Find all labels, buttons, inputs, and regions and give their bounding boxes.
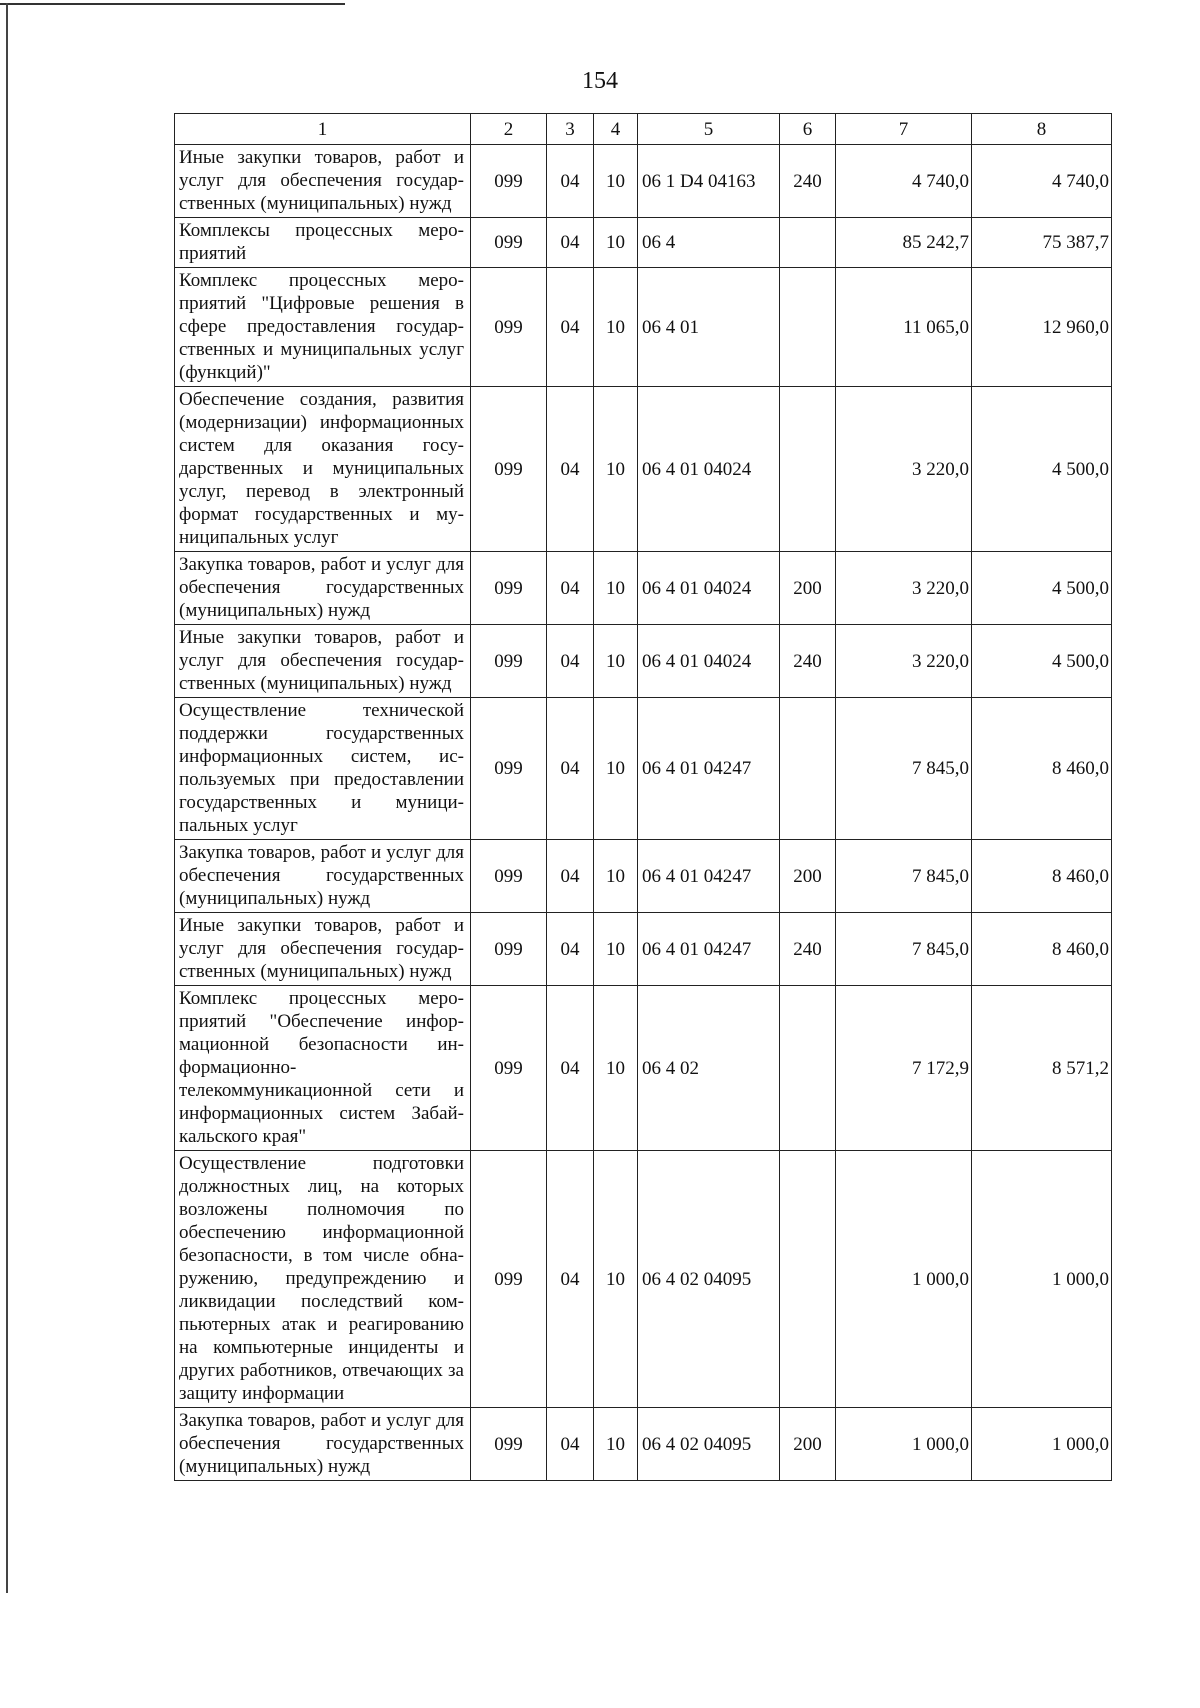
row-code-cell: 099 bbox=[471, 1408, 547, 1481]
row-subsection-cell: 10 bbox=[594, 145, 638, 218]
header-cell: 2 bbox=[471, 114, 547, 145]
row-amount-year2-cell: 4 500,0 bbox=[972, 552, 1112, 625]
table-row bbox=[175, 552, 1112, 625]
row-section-cell: 04 bbox=[547, 913, 594, 986]
row-target-article-cell: 06 4 02 04095 bbox=[638, 1151, 780, 1408]
row-code-cell: 099 bbox=[471, 986, 547, 1151]
row-code-cell: 099 bbox=[471, 1151, 547, 1408]
row-amount-year2-cell: 4 500,0 bbox=[972, 387, 1112, 552]
header-cell: 5 bbox=[638, 114, 780, 145]
row-subsection-cell: 10 bbox=[594, 1151, 638, 1408]
table-row bbox=[175, 913, 1112, 986]
header-cell: 8 bbox=[972, 114, 1112, 145]
row-section-cell: 04 bbox=[547, 698, 594, 840]
row-code-cell: 099 bbox=[471, 218, 547, 268]
row-amount-year2-cell: 8 460,0 bbox=[972, 698, 1112, 840]
row-section-cell: 04 bbox=[547, 387, 594, 552]
row-name-cell: Иные закупки товаров, работ и услуг для обеспечения государственных (муниципальных) нужд bbox=[175, 145, 471, 218]
row-amount-year2-cell: 12 960,0 bbox=[972, 268, 1112, 387]
row-subsection-cell: 10 bbox=[594, 698, 638, 840]
row-amount-year2-cell: 8 460,0 bbox=[972, 913, 1112, 986]
row-subsection-cell: 10 bbox=[594, 218, 638, 268]
row-section-cell: 04 bbox=[547, 145, 594, 218]
header-cell: 3 bbox=[547, 114, 594, 145]
header-cell: 1 bbox=[175, 114, 471, 145]
row-amount-year1-cell: 7 845,0 bbox=[836, 913, 972, 986]
scan-edge-left bbox=[6, 3, 8, 1593]
row-expense-type-cell: 240 bbox=[780, 625, 836, 698]
row-expense-type-cell bbox=[780, 268, 836, 387]
row-section-cell: 04 bbox=[547, 986, 594, 1151]
row-subsection-cell: 10 bbox=[594, 268, 638, 387]
scan-edge-top bbox=[0, 3, 345, 5]
row-target-article-cell: 06 4 01 04024 bbox=[638, 552, 780, 625]
row-target-article-cell: 06 4 01 04247 bbox=[638, 913, 780, 986]
row-amount-year1-cell: 3 220,0 bbox=[836, 552, 972, 625]
row-section-cell: 04 bbox=[547, 1408, 594, 1481]
row-expense-type-cell bbox=[780, 1151, 836, 1408]
row-subsection-cell: 10 bbox=[594, 1408, 638, 1481]
row-amount-year2-cell: 4 500,0 bbox=[972, 625, 1112, 698]
row-code-cell: 099 bbox=[471, 698, 547, 840]
row-name-cell: Закупка товаров, работ и услуг для обеспечения государственных (муниципальных) нужд bbox=[175, 1408, 471, 1481]
row-subsection-cell: 10 bbox=[594, 913, 638, 986]
table-row bbox=[175, 268, 1112, 387]
row-name-cell: Комплексы процессных мероприятий bbox=[175, 218, 471, 268]
row-code-cell: 099 bbox=[471, 552, 547, 625]
row-name-cell: Осуществление подготовки должностных лиц, на которых возложены полномочия по обеспечению информационной безопасности, в том числе обнаружению, предупреждению и ликвидации последствий компьютерных атак и реагированию на компьютерные инциденты и других работников, отвечающих за защиту информации bbox=[175, 1151, 471, 1408]
row-target-article-cell: 06 4 02 bbox=[638, 986, 780, 1151]
row-name-cell: Обеспечение создания, развития (модернизации) информационных систем для оказания государственных и муниципальных услуг, перевод в электронный формат государственных и муниципальных услуг bbox=[175, 387, 471, 552]
row-amount-year2-cell: 4 740,0 bbox=[972, 145, 1112, 218]
row-target-article-cell: 06 4 bbox=[638, 218, 780, 268]
row-subsection-cell: 10 bbox=[594, 387, 638, 552]
header-cell: 4 bbox=[594, 114, 638, 145]
row-code-cell: 099 bbox=[471, 387, 547, 552]
row-expense-type-cell: 200 bbox=[780, 840, 836, 913]
row-subsection-cell: 10 bbox=[594, 552, 638, 625]
table-row bbox=[175, 1408, 1112, 1481]
row-target-article-cell: 06 4 01 04024 bbox=[638, 387, 780, 552]
row-amount-year1-cell: 85 242,7 bbox=[836, 218, 972, 268]
row-name-cell: Закупка товаров, работ и услуг для обеспечения государственных (муниципальных) нужд bbox=[175, 840, 471, 913]
row-amount-year2-cell: 1 000,0 bbox=[972, 1151, 1112, 1408]
row-section-cell: 04 bbox=[547, 218, 594, 268]
row-section-cell: 04 bbox=[547, 840, 594, 913]
row-amount-year1-cell: 3 220,0 bbox=[836, 625, 972, 698]
row-target-article-cell: 06 4 01 04247 bbox=[638, 698, 780, 840]
row-amount-year1-cell: 4 740,0 bbox=[836, 145, 972, 218]
row-subsection-cell: 10 bbox=[594, 986, 638, 1151]
row-section-cell: 04 bbox=[547, 1151, 594, 1408]
row-expense-type-cell bbox=[780, 986, 836, 1151]
row-name-cell: Иные закупки товаров, работ и услуг для обеспечения государственных (муниципальных) нужд bbox=[175, 913, 471, 986]
row-amount-year1-cell: 1 000,0 bbox=[836, 1408, 972, 1481]
row-name-cell: Закупка товаров, работ и услуг для обеспечения государственных (муниципальных) нужд bbox=[175, 552, 471, 625]
row-amount-year1-cell: 1 000,0 bbox=[836, 1151, 972, 1408]
row-target-article-cell: 06 4 01 04247 bbox=[638, 840, 780, 913]
row-target-article-cell: 06 4 01 bbox=[638, 268, 780, 387]
row-name-cell: Иные закупки товаров, работ и услуг для обеспечения государственных (муниципальных) нужд bbox=[175, 625, 471, 698]
table-row bbox=[175, 698, 1112, 840]
header-cell: 6 bbox=[780, 114, 836, 145]
page-number: 154 bbox=[582, 68, 618, 94]
header-cell: 7 bbox=[836, 114, 972, 145]
table-header-row bbox=[175, 114, 1112, 145]
row-code-cell: 099 bbox=[471, 268, 547, 387]
row-target-article-cell: 06 4 02 04095 bbox=[638, 1408, 780, 1481]
row-amount-year2-cell: 75 387,7 bbox=[972, 218, 1112, 268]
row-name-cell: Осуществление технической поддержки государственных информационных систем, используемых при предоставлении государственных и муниципальных услуг bbox=[175, 698, 471, 840]
budget-table bbox=[174, 113, 1112, 1481]
row-expense-type-cell bbox=[780, 218, 836, 268]
row-amount-year1-cell: 3 220,0 bbox=[836, 387, 972, 552]
row-code-cell: 099 bbox=[471, 625, 547, 698]
row-amount-year1-cell: 7 845,0 bbox=[836, 840, 972, 913]
row-amount-year1-cell: 7 845,0 bbox=[836, 698, 972, 840]
row-target-article-cell: 06 1 D4 04163 bbox=[638, 145, 780, 218]
table-row bbox=[175, 387, 1112, 552]
row-code-cell: 099 bbox=[471, 145, 547, 218]
table-row bbox=[175, 218, 1112, 268]
row-section-cell: 04 bbox=[547, 268, 594, 387]
row-expense-type-cell bbox=[780, 698, 836, 840]
row-amount-year2-cell: 8 571,2 bbox=[972, 986, 1112, 1151]
row-section-cell: 04 bbox=[547, 552, 594, 625]
row-amount-year1-cell: 7 172,9 bbox=[836, 986, 972, 1151]
row-amount-year1-cell: 11 065,0 bbox=[836, 268, 972, 387]
row-name-cell: Комплекс процессных мероприятий "Цифровые решения в сфере предоставления государственных и муниципальных услуг (функций)" bbox=[175, 268, 471, 387]
row-code-cell: 099 bbox=[471, 913, 547, 986]
row-subsection-cell: 10 bbox=[594, 840, 638, 913]
row-expense-type-cell: 200 bbox=[780, 1408, 836, 1481]
table-row bbox=[175, 840, 1112, 913]
table-row bbox=[175, 145, 1112, 218]
row-code-cell: 099 bbox=[471, 840, 547, 913]
row-section-cell: 04 bbox=[547, 625, 594, 698]
row-expense-type-cell: 240 bbox=[780, 145, 836, 218]
row-subsection-cell: 10 bbox=[594, 625, 638, 698]
row-amount-year2-cell: 1 000,0 bbox=[972, 1408, 1112, 1481]
row-amount-year2-cell: 8 460,0 bbox=[972, 840, 1112, 913]
row-target-article-cell: 06 4 01 04024 bbox=[638, 625, 780, 698]
row-expense-type-cell: 240 bbox=[780, 913, 836, 986]
row-name-cell: Комплекс процессных мероприятий "Обеспечение информационной безопасности информационно-телекоммуникационной сети и информационных систем Забайкальского края" bbox=[175, 986, 471, 1151]
row-expense-type-cell bbox=[780, 387, 836, 552]
table-row bbox=[175, 986, 1112, 1151]
row-expense-type-cell: 200 bbox=[780, 552, 836, 625]
table-row bbox=[175, 625, 1112, 698]
table-row bbox=[175, 1151, 1112, 1408]
